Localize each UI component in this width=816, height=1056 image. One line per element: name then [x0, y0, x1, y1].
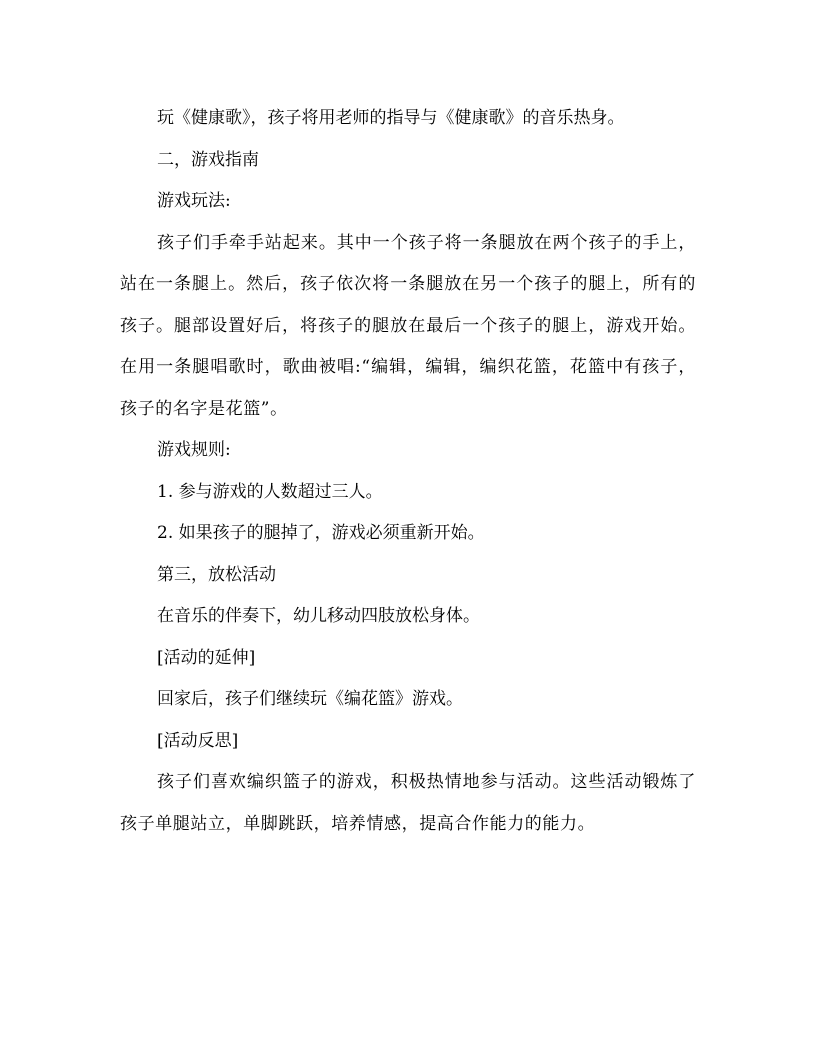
heading-activity-extension: [活动的延伸] [157, 647, 256, 668]
paragraph-activity-reflection: 孩子们喜欢编织篮子的游戏，积极热情地参与活动。这些活动锻炼了孩子单腿站立，单脚跳跃，培养情感，提高合作能力的能力。 [120, 772, 696, 834]
subheading-game-method: 游戏玩法: [157, 191, 231, 211]
heading-activity-reflection: [活动反思] [157, 730, 239, 751]
heading-game-guide: 二，游戏指南 [157, 149, 259, 170]
paragraph-game-method: 孩子们手牵手站起来。其中一个孩子将一条腿放在两个孩子的手上，站在一条腿上。然后，孩子依次将一条腿放在另一个孩子的腿上，所有的孩子。腿部设置好后，将孩子的腿放在最后一个孩子的腿上，游戏开始。在用一条腿唱歌时，歌曲被唱:“编辑，编辑，编织花篮，花篮中有孩子，孩子的名字是花篮”。 [120, 232, 696, 419]
heading-relax-activity: 第三，放松活动 [157, 564, 276, 585]
subheading-game-rules: 游戏规则: [157, 440, 231, 460]
paragraph-activity-extension: 回家后，孩子们继续玩《编花篮》游戏。 [157, 689, 463, 709]
rule-item-1: 1. 参与游戏的人数超过三人。 [157, 481, 383, 502]
paragraph-relax-activity: 在音乐的伴奏下，幼儿移动四肢放松身体。 [157, 606, 480, 626]
rule-item-2: 2. 如果孩子的腿掉了，游戏必须重新开始。 [157, 523, 485, 543]
document-body [120, 98, 696, 845]
paragraph-warmup: 玩《健康歌》，孩子将用老师的指导与《健康歌》的音乐热身。 [157, 108, 625, 128]
